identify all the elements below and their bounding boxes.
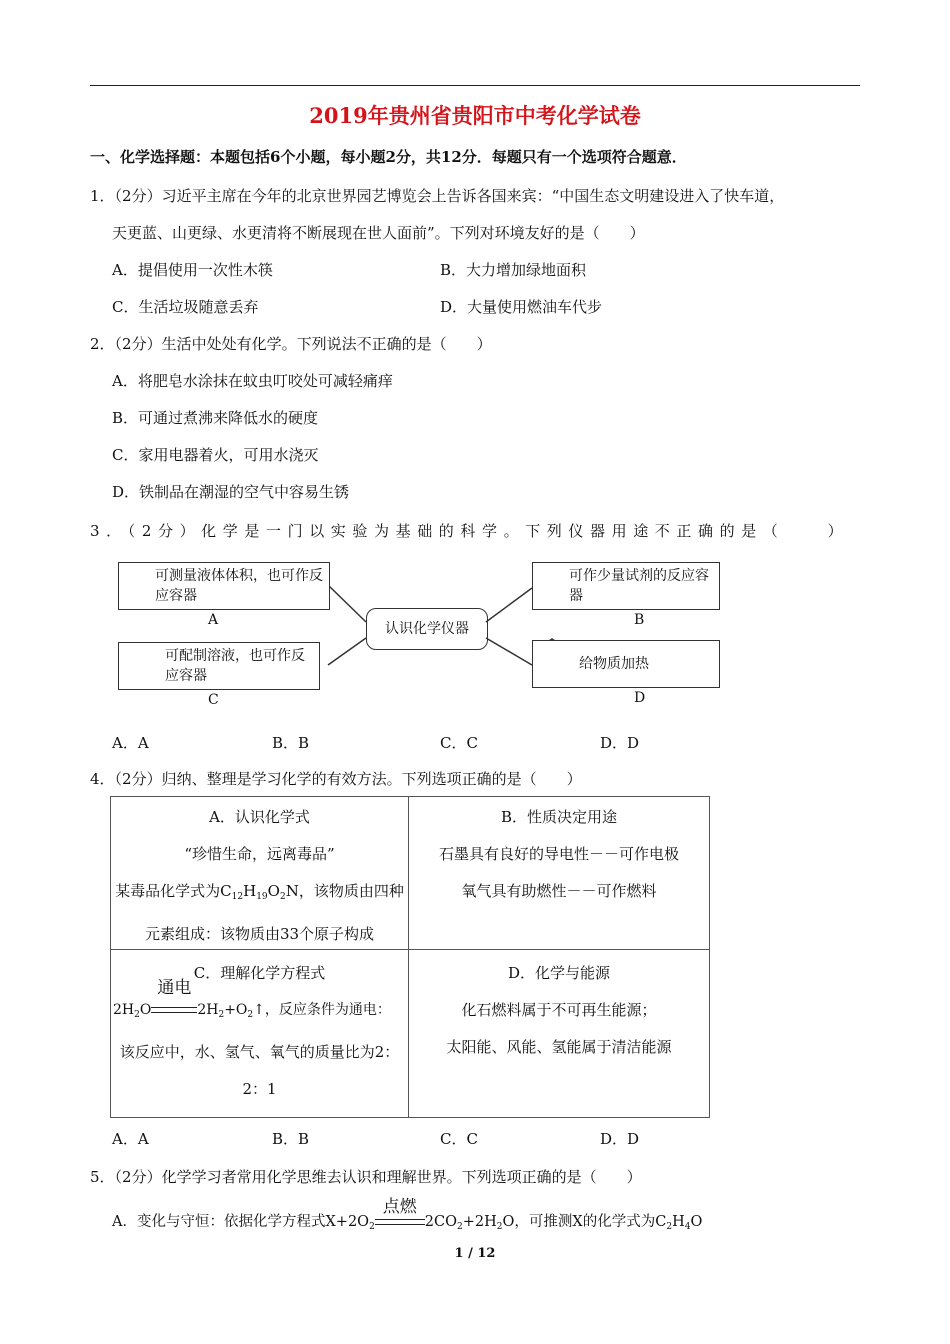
section-heading: 一、化学选择题：本题包括6个小题，每小题2分，共12分．每题只有一个选项符合题意．: [90, 148, 687, 166]
label-c: C: [208, 692, 219, 708]
q2-stem: 2．（2分）生活中处处有化学。下列说法不正确的是（ ）: [90, 335, 492, 353]
cell-d-line2: 太阳能、风能、氢能属于清洁能源: [446, 1038, 672, 1056]
cell-b: [408, 799, 710, 910]
q4-option-a: A．A: [112, 1130, 149, 1148]
page-title: 2019年贵州省贵阳市中考化学试卷: [309, 103, 641, 128]
q2-option-c: C．家用电器着火，可用水浇灭: [112, 446, 319, 464]
cell-c-head: C．理解化学方程式: [193, 964, 326, 982]
cell-c-equation: $2H_2O$ 通电 $2H_2+O_2↑$，反应条件为通电：: [111, 992, 408, 1034]
label-b: B: [634, 612, 645, 628]
cell-b-head: B．性质决定用途: [500, 808, 618, 826]
cell-d-line1: 化石燃料属于不可再生能源；: [461, 1001, 657, 1019]
label-d: D: [634, 690, 646, 706]
instrument-mindmap: [118, 560, 718, 710]
box-a: [118, 562, 330, 610]
cell-a-line3: 元素组成：该物质由33个原子构成: [144, 925, 375, 943]
q2-option-a: A．将肥皂水涂抹在蚊虫叮咬处可减轻痛痒: [112, 372, 393, 390]
cell-c-line2: 该反应中，水、氢气、氧气的质量比为2：: [119, 1043, 400, 1061]
q1-stem-line1: 1．（2分）习近平主席在今年的北京世界园艺博览会上告诉各国来宾：“中国生态文明建设进入了快车道，: [90, 187, 785, 205]
q4-table: [110, 796, 710, 1118]
cell-a-line1: “珍惜生命，远离毒品”: [184, 845, 335, 863]
header-rule: [90, 85, 860, 86]
box-c-text: 可配制溶液，也可作反应容器: [165, 648, 305, 684]
q1-option-a: A．提倡使用一次性木筷: [112, 261, 273, 279]
box-a-text: 可测量液体体积，也可作反应容器: [155, 568, 323, 604]
q5-stem: 5．（2分）化学学习者常用化学思维去认识和理解世界。下列选项正确的是（ ）: [90, 1168, 642, 1186]
page-number: 1 / 12: [454, 1246, 496, 1261]
box-b: [532, 562, 720, 610]
q1-option-b: B．大力增加绿地面积: [440, 261, 587, 279]
center-node: 认识化学仪器: [366, 608, 488, 650]
condition-ignite: 点燃: [382, 1197, 417, 1217]
q4-stem: 4．（2分）归纳、整理是学习化学的有效方法。下列选项正确的是（ ）: [90, 770, 582, 788]
cell-c: [111, 955, 408, 1108]
box-c: [118, 642, 320, 690]
q3-stem: 3．（2分）化学是一门以实验为基础的科学。下列仪器用途不正确的是（ ）: [90, 522, 850, 540]
cell-d: [408, 955, 710, 1066]
q3-option-a: A．A: [112, 734, 149, 752]
cell-a-head: A．认识化学式: [209, 808, 310, 826]
q1-option-c: C．生活垃圾随意丢弃: [112, 298, 259, 316]
cell-b-line2: 氧气具有助燃性－－可作燃料: [461, 882, 657, 900]
q4-option-d: D．D: [600, 1130, 640, 1148]
box-d: [532, 640, 720, 688]
label-a: A: [208, 612, 219, 628]
condition-electrolysis: 通电: [157, 978, 192, 998]
q1-option-d: D．大量使用燃油车代步: [440, 298, 603, 316]
q5-option-a: A．变化与守恒：依据化学方程式$X+2O_2$ 点燃 $2CO_2+2H_2O$，可推测X的化学式为$C_2H_4O$: [112, 1210, 702, 1232]
cell-b-line1: 石墨具有良好的导电性－－可作电极: [438, 845, 679, 863]
q1-stem-line2: 天更蓝、山更绿、水更清将不断展现在世人面前”。下列对环境友好的是（ ）: [112, 224, 645, 242]
cell-d-head: D．化学与能源: [507, 964, 611, 982]
q3-option-d: D．D: [600, 734, 640, 752]
q4-option-c: C．C: [440, 1130, 478, 1148]
q4-option-b: B．B: [272, 1130, 310, 1148]
cell-c-line3: 2：1: [242, 1080, 277, 1098]
q3-option-c: C．C: [440, 734, 478, 752]
q2-option-b: B．可通过煮沸来降低水的硬度: [112, 409, 319, 427]
box-b-text: 可作少量试剂的反应容器: [569, 568, 709, 604]
q3-option-b: B．B: [272, 734, 310, 752]
q2-option-d: D．铁制品在潮湿的空气中容易生锈: [112, 483, 350, 501]
cell-a-line2: 某毒品化学式为$C_{12}H_{19}O_2N$，该物质由四种: [115, 882, 404, 902]
box-d-text: 给物质加热: [579, 656, 649, 672]
cell-a: [111, 799, 408, 953]
